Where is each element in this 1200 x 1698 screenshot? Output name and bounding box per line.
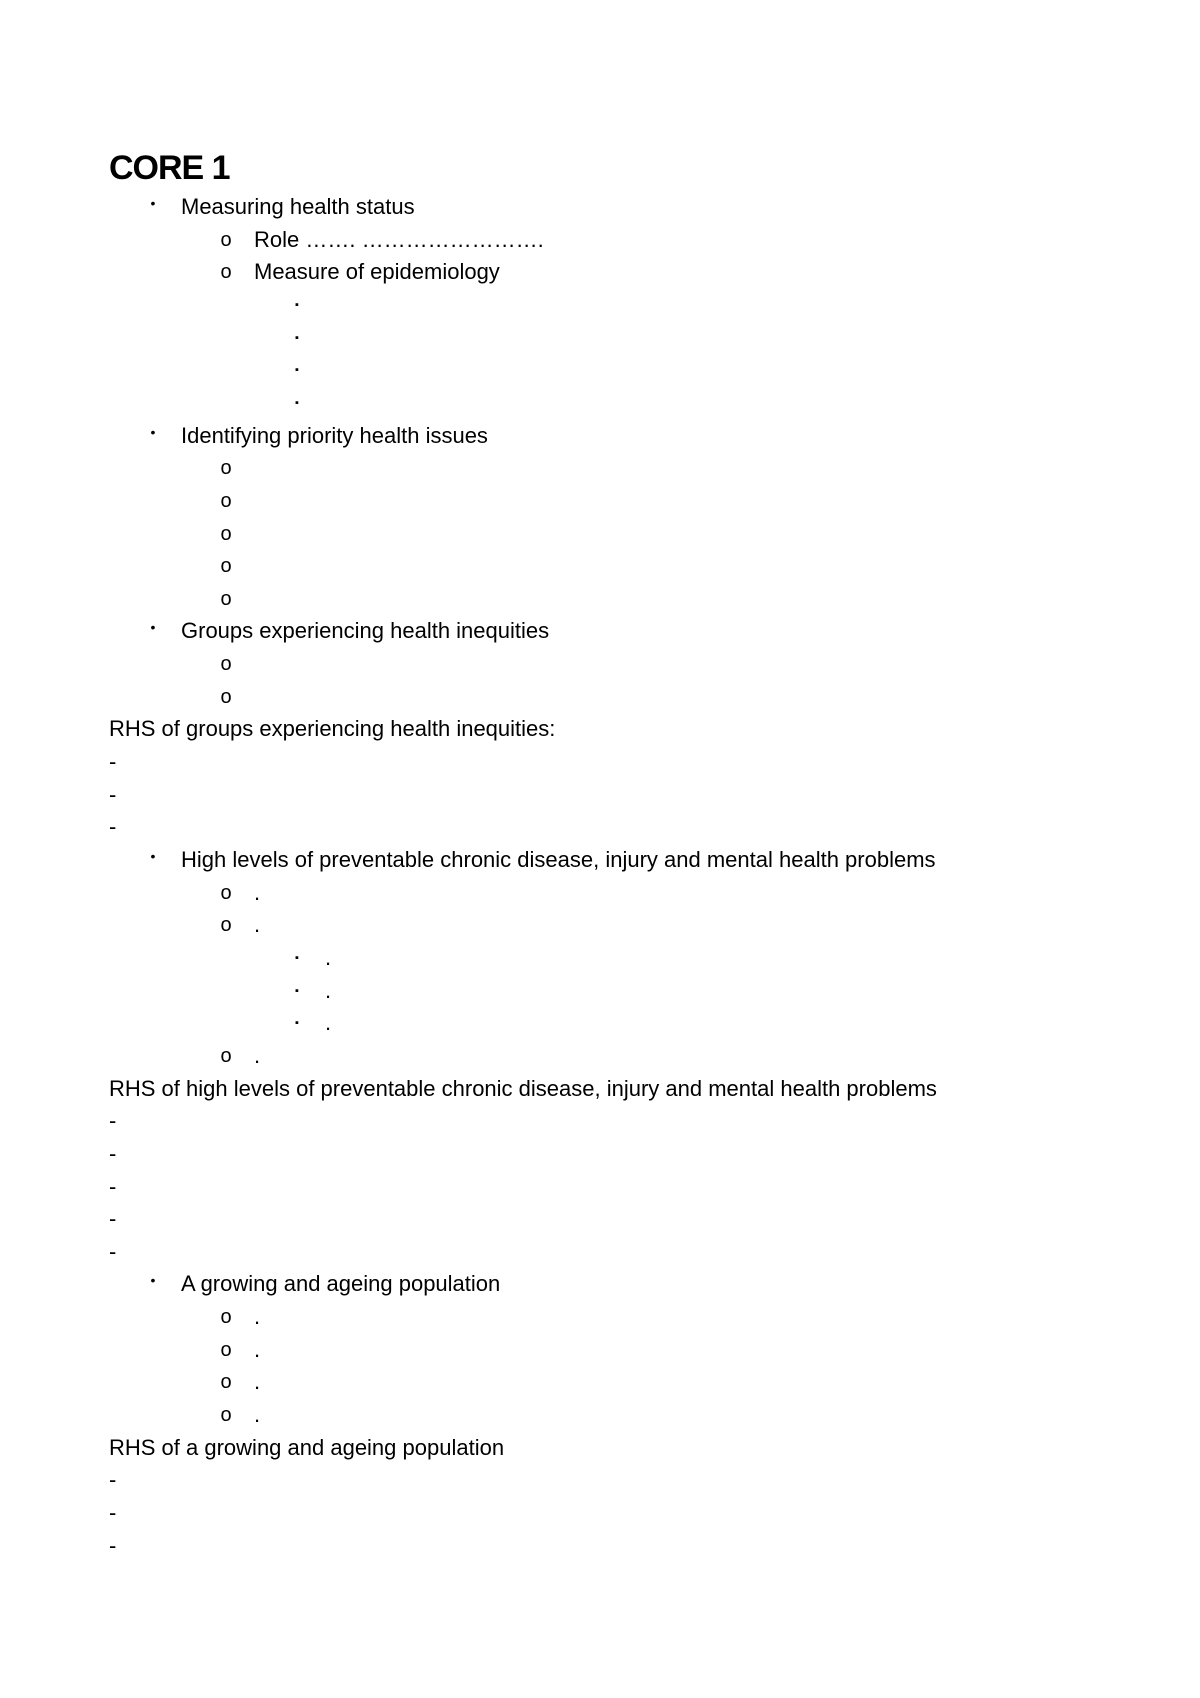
bullet-item bbox=[0, 615, 1200, 647]
sub-item bbox=[0, 518, 1200, 550]
circle-marker: o bbox=[220, 1339, 232, 1361]
circle-marker: o bbox=[220, 882, 232, 904]
circle-marker: o bbox=[220, 229, 232, 251]
dash-item bbox=[0, 746, 1200, 778]
line-text: Measuring health status bbox=[181, 194, 415, 219]
sub-item bbox=[0, 1301, 1200, 1333]
circle-marker: o bbox=[220, 1404, 232, 1426]
sub-sub-item bbox=[0, 354, 1200, 386]
dash-item bbox=[0, 1138, 1200, 1170]
dash-marker: - bbox=[109, 1141, 117, 1166]
section-heading bbox=[0, 1073, 1200, 1105]
bullet-marker: • bbox=[150, 619, 156, 635]
dash-item bbox=[0, 779, 1200, 811]
circle-marker: o bbox=[220, 1045, 232, 1067]
line-text: Measure of epidemiology bbox=[254, 259, 500, 284]
dash-marker: - bbox=[109, 1206, 117, 1231]
circle-marker: o bbox=[220, 261, 232, 283]
line-text: . bbox=[325, 1010, 332, 1035]
dash-item bbox=[0, 1497, 1200, 1529]
square-marker: ▪ bbox=[295, 1017, 299, 1029]
sub-item bbox=[0, 877, 1200, 909]
line-text: . bbox=[325, 978, 332, 1003]
sub-sub-item bbox=[0, 322, 1200, 354]
sub-item bbox=[0, 256, 1200, 288]
line-text: . bbox=[254, 912, 261, 937]
sub-item bbox=[0, 648, 1200, 680]
bullet-item bbox=[0, 844, 1200, 876]
circle-marker: o bbox=[220, 1371, 232, 1393]
dash-item bbox=[0, 811, 1200, 843]
dash-marker: - bbox=[109, 1467, 117, 1492]
sub-item bbox=[0, 485, 1200, 517]
line-text: RHS of high levels of preventable chronic disease, injury and mental health problems bbox=[109, 1076, 937, 1101]
square-marker: ▪ bbox=[295, 952, 299, 964]
line-text: A growing and ageing population bbox=[181, 1271, 501, 1296]
sub-sub-item bbox=[0, 387, 1200, 419]
line-text: Role ……. ……………………. bbox=[254, 227, 544, 252]
dash-marker: - bbox=[109, 1533, 117, 1558]
dash-item bbox=[0, 1105, 1200, 1137]
sub-sub-item bbox=[0, 289, 1200, 321]
line-text: Identifying priority health issues bbox=[181, 423, 488, 448]
dash-marker: - bbox=[109, 1108, 117, 1133]
sub-item bbox=[0, 681, 1200, 713]
sub-item bbox=[0, 452, 1200, 484]
line-text: . bbox=[325, 945, 332, 970]
line-text: . bbox=[254, 1337, 261, 1362]
sub-item bbox=[0, 583, 1200, 615]
sub-item bbox=[0, 550, 1200, 582]
sub-sub-item bbox=[0, 1007, 1200, 1039]
dash-item bbox=[0, 1203, 1200, 1235]
dash-marker: - bbox=[109, 1500, 117, 1525]
sub-item bbox=[0, 1040, 1200, 1072]
line-text: . bbox=[254, 880, 261, 905]
line-text: . bbox=[254, 1369, 261, 1394]
sub-item bbox=[0, 1399, 1200, 1431]
circle-marker: o bbox=[220, 588, 232, 610]
sub-item bbox=[0, 909, 1200, 941]
bullet-item bbox=[0, 191, 1200, 223]
dash-item bbox=[0, 1171, 1200, 1203]
dash-item bbox=[0, 1530, 1200, 1562]
circle-marker: o bbox=[220, 490, 232, 512]
sub-item bbox=[0, 1366, 1200, 1398]
sub-sub-item bbox=[0, 942, 1200, 974]
line-text: RHS of groups experiencing health inequities: bbox=[109, 716, 556, 741]
line-text: RHS of a growing and ageing population bbox=[109, 1435, 505, 1460]
square-marker: ▪ bbox=[295, 332, 299, 344]
sub-item bbox=[0, 1334, 1200, 1366]
bullet-marker: • bbox=[150, 424, 156, 440]
circle-marker: o bbox=[220, 653, 232, 675]
square-marker: ▪ bbox=[295, 299, 299, 311]
bullet-marker: • bbox=[150, 848, 156, 864]
circle-marker: o bbox=[220, 555, 232, 577]
sub-item bbox=[0, 224, 1200, 256]
dash-item bbox=[0, 1236, 1200, 1268]
circle-marker: o bbox=[220, 686, 232, 708]
square-marker: ▪ bbox=[295, 985, 299, 997]
dash-item bbox=[0, 1464, 1200, 1496]
dash-marker: - bbox=[109, 1239, 117, 1264]
section-heading bbox=[0, 1432, 1200, 1464]
document-title: CORE 1 bbox=[109, 149, 230, 187]
bullet-item bbox=[0, 420, 1200, 452]
line-text: Groups experiencing health inequities bbox=[181, 618, 550, 643]
line-text: . bbox=[254, 1304, 261, 1329]
square-marker: ▪ bbox=[295, 397, 299, 409]
dash-marker: - bbox=[109, 782, 117, 807]
dash-marker: - bbox=[109, 1174, 117, 1199]
bullet-marker: • bbox=[150, 1272, 156, 1288]
line-text: . bbox=[254, 1043, 261, 1068]
dash-marker: - bbox=[109, 749, 117, 774]
circle-marker: o bbox=[220, 914, 232, 936]
dash-marker: - bbox=[109, 814, 117, 839]
bullet-marker: • bbox=[150, 195, 156, 211]
circle-marker: o bbox=[220, 523, 232, 545]
section-heading bbox=[0, 713, 1200, 745]
line-text: . bbox=[254, 1402, 261, 1427]
sub-sub-item bbox=[0, 975, 1200, 1007]
bullet-item bbox=[0, 1268, 1200, 1300]
square-marker: ▪ bbox=[295, 364, 299, 376]
circle-marker: o bbox=[220, 1306, 232, 1328]
line-text: High levels of preventable chronic disease, injury and mental health problems bbox=[181, 847, 936, 872]
circle-marker: o bbox=[220, 457, 232, 479]
